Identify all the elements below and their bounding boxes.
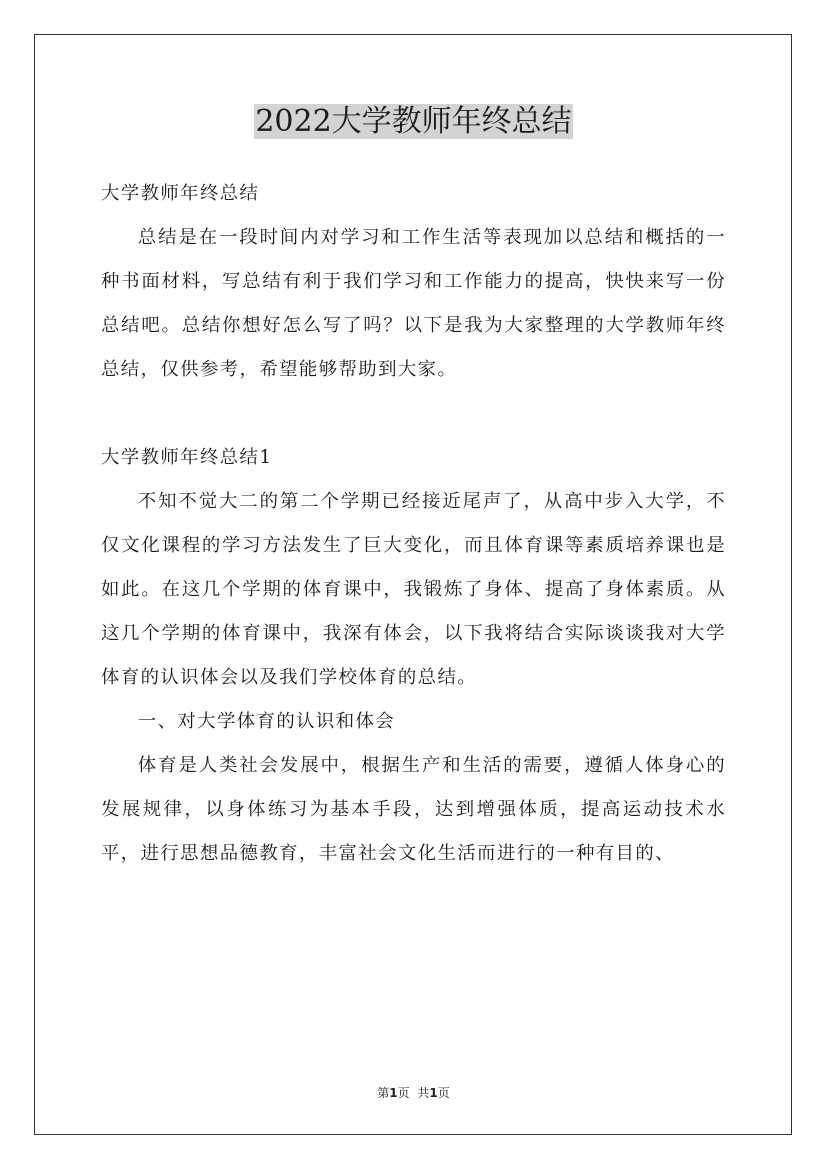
- footer-total-prefix: 共: [417, 1086, 430, 1100]
- document-title-text: 2022大学教师年终总结: [255, 104, 572, 139]
- page-footer: [0, 1084, 827, 1101]
- document-subtitle: 大学教师年终总结: [101, 183, 260, 204]
- document-body: [101, 172, 726, 876]
- footer-page-prefix: 第: [377, 1086, 390, 1100]
- document-title: [0, 100, 827, 144]
- footer-page-suffix: 页: [397, 1086, 410, 1100]
- footer-total-pages: 1: [429, 1086, 438, 1100]
- intro-paragraph: 总结是在一段时间内对学习和工作生活等表现加以总结和概括的一种书面材料，写总结有利于我们学习和工作能力的提高，快快来写一份总结吧。总结你想好怎么写了吗？以下是我为大家整理的大学教师年终总结，仅供参考，希望能够帮助到大家。: [101, 227, 726, 380]
- section-paragraph: 体育是人类社会发展中，根据生产和生活的需要，遵循人体身心的发展规律，以身体练习为基本手段，达到增强体质，提高运动技术水平，进行思想品德教育，丰富社会文化生活而进行的一种有目的、: [101, 755, 726, 864]
- footer-page-number: 1: [389, 1086, 398, 1100]
- section-heading: 大学教师年终总结1: [101, 447, 273, 468]
- subheading: 一、对大学体育的认识和体会: [137, 711, 396, 732]
- paragraph-spacer: [101, 392, 726, 436]
- section-paragraph: 不知不觉大二的第二个学期已经接近尾声了，从高中步入大学，不仅文化课程的学习方法发生了巨大变化，而且体育课等素质培养课也是如此。在这几个学期的体育课中，我锻炼了身体、提高了身体素质。从这几个学期的体育课中，我深有体会，以下我将结合实际谈谈我对大学体育的认识体会以及我们学校体育的总结。: [101, 491, 726, 688]
- footer-total-suffix: 页: [437, 1086, 450, 1100]
